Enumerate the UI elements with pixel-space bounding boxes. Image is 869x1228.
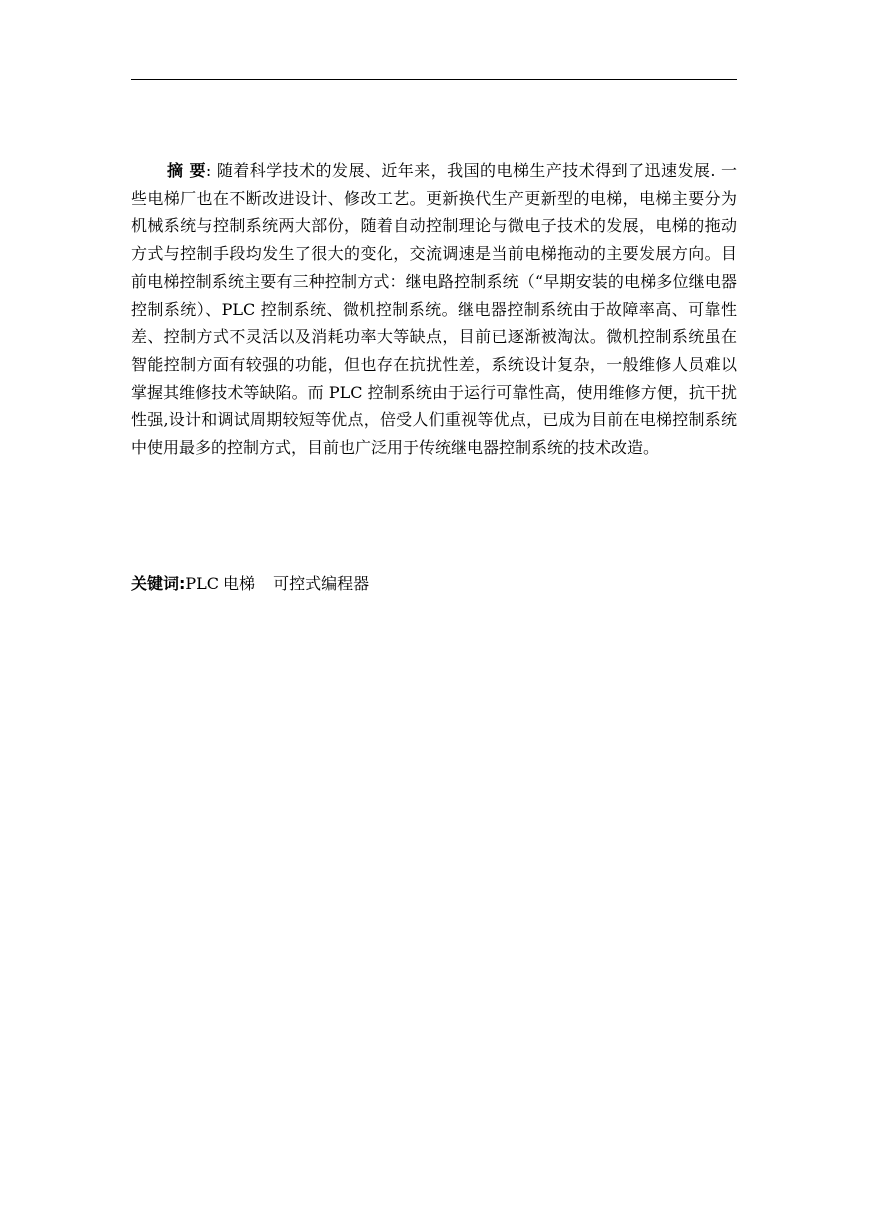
header-rule (131, 79, 737, 80)
abstract-separator: : (205, 161, 212, 180)
keywords-line (131, 570, 737, 597)
keyword-item: 可控式编程器 (273, 574, 370, 593)
abstract-label: 摘 要 (167, 161, 206, 180)
keyword-item: 电梯 (223, 574, 256, 593)
abstract-paragraph (131, 157, 737, 462)
abstract-text: 随着科学技术的发展、近年来，我国的电梯生产技术得到了迅速发展. 一些电梯厂也在不断改进设计、修改工艺。更新换代生产更新型的电梯，电梯主要分为机械系统与控制系统两大部份，随着自动控制理论与微电子技术的发展，电梯的拖动方式与控制手段均发生了很大的变化，交流调速是当前电梯拖动的主要发展方向。目前电梯控制系统主要有三种控制方式：继电路控制系统（“早期安装的电梯多位继电器控制系统）、PLC 控制系统、微机控制系统。继电器控制系统由于故障率高、可靠性差、控制方式不灵活以及消耗功率大等缺点，目前已逐渐被淘汰。微机控制系统虽在智能控制方面有较强的功能，但也存在抗扰性差，系统设计复杂，一般维修人员难以掌握其维修技术等缺陷。而 PLC 控制系统由于运行可靠性高，使用维修方便，抗干扰性强,设计和调试周期较短等优点，倍受人们重视等优点，已成为目前在电梯控制系统中使用最多的控制方式，目前也广泛用于传统继电器控制系统的技术改造。 (131, 161, 737, 458)
keyword-item: PLC (185, 574, 220, 593)
keywords-label: 关键词: (131, 574, 186, 593)
